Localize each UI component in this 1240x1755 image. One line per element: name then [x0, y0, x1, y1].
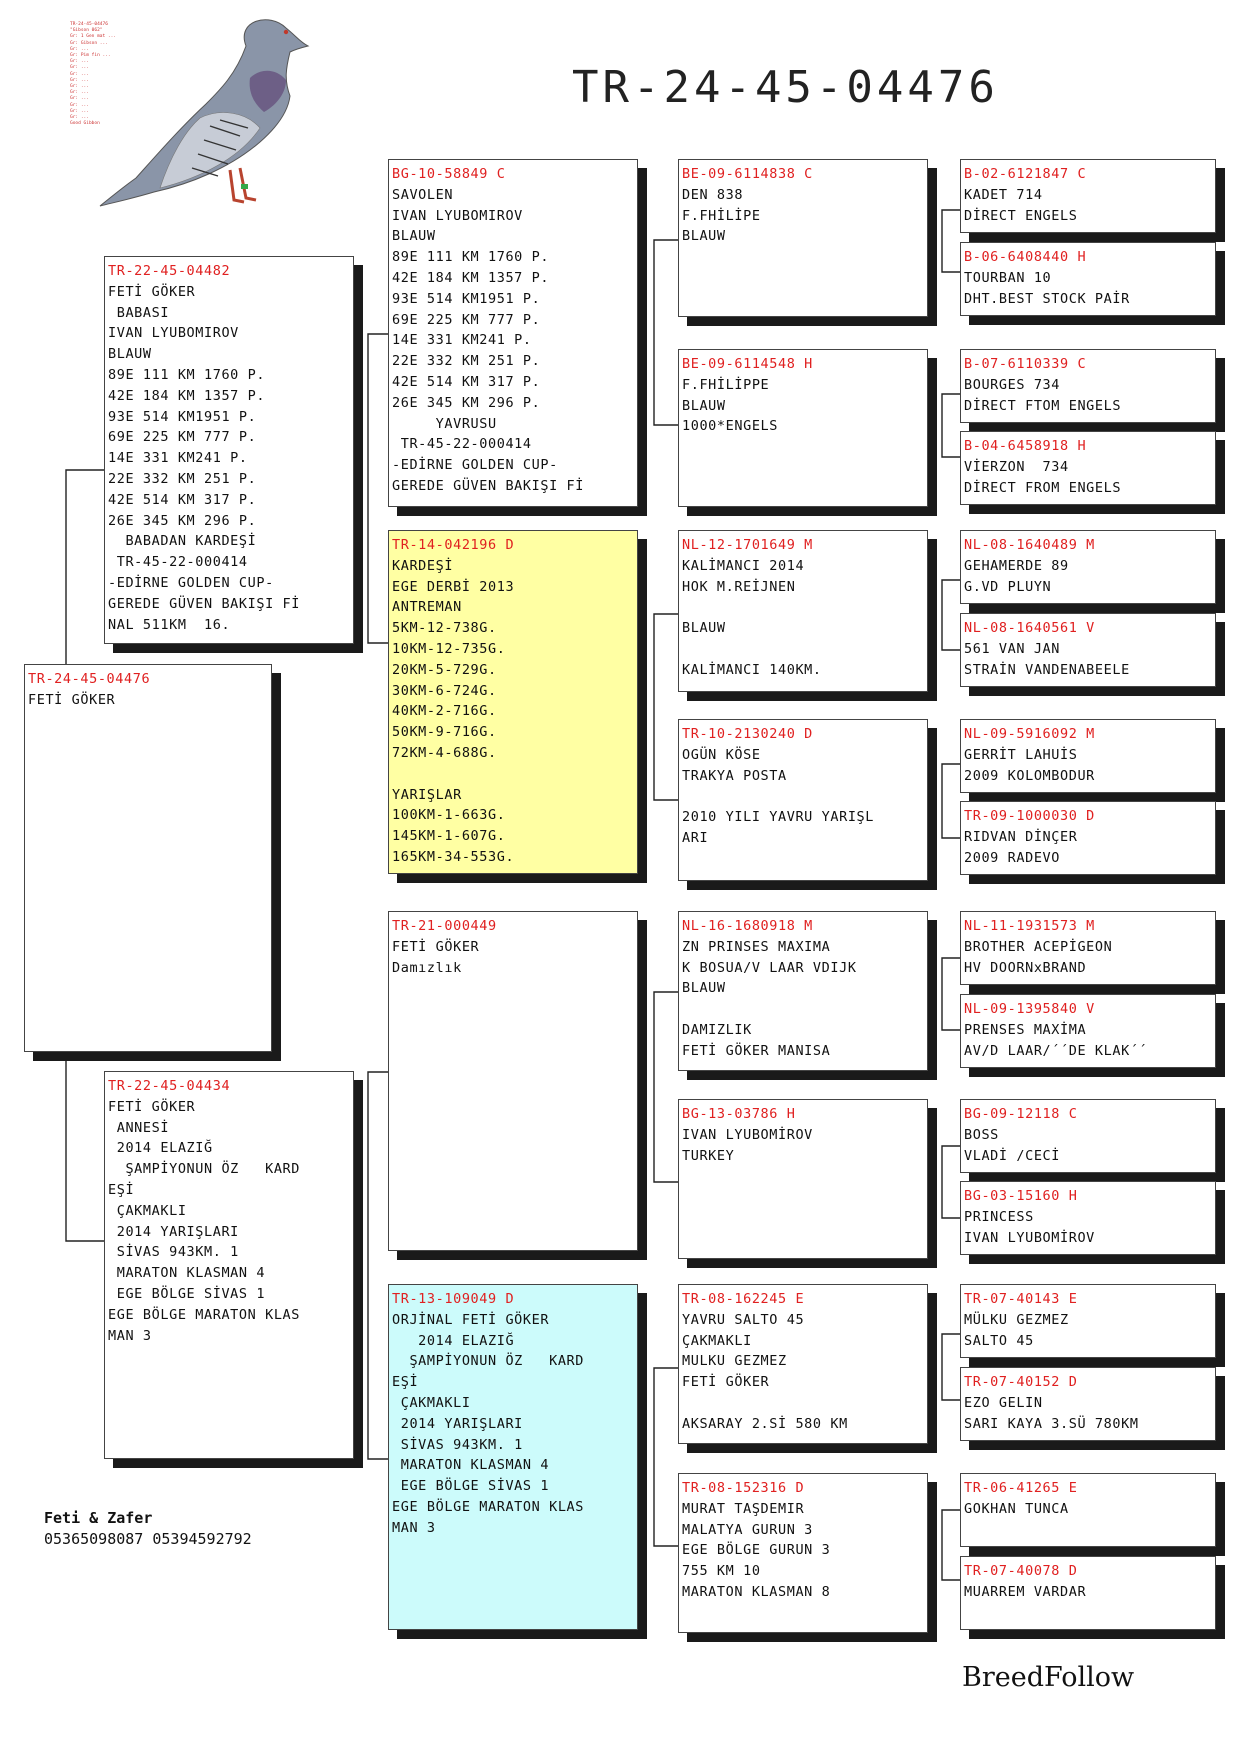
card-text-line: F.FHİLİPE: [682, 207, 761, 224]
pedigree-card-dsd: [678, 1099, 928, 1259]
photo-caption-line: Gr: ...: [70, 96, 89, 102]
pedigree-card-ssd: [678, 349, 928, 507]
card-text-line: TURKEY: [682, 1147, 735, 1164]
card-text-line: -EDİRNE GOLDEN CUP-: [392, 457, 558, 474]
card-text-line: FETİ GÖKER: [108, 283, 196, 300]
card-text-line: BROTHER ACEPİGEON: [964, 938, 1113, 955]
card-text-line: YARIŞLAR: [392, 786, 462, 803]
pedigree-card-g2: [960, 242, 1216, 316]
contact-info: [44, 1508, 252, 1550]
ring-number: BG-03-15160 H: [964, 1188, 1078, 1204]
card-text-line: 2014 ELAZIĞ: [108, 1140, 213, 1157]
pedigree-card-dss: [678, 911, 928, 1071]
card-text-line: STRAİN VANDENABEELE: [964, 661, 1130, 678]
photo-caption-line: Gr: ...: [70, 84, 89, 90]
card-text-line: ÇAKMAKLI: [108, 1202, 187, 1219]
ring-number: TR-07-40143 E: [964, 1291, 1078, 1307]
card-text-line: ORJİNAL FETİ GÖKER: [392, 1311, 550, 1328]
card-text-line: [392, 764, 634, 785]
card-text-line: TR-45-22-000414: [392, 436, 532, 453]
card-text-line: MARATON KLASMAN 4: [108, 1265, 266, 1282]
card-text-line: VLADİ /CECİ: [964, 1147, 1061, 1164]
card-text-line: SARI KAYA 3.SÜ 780KM: [964, 1415, 1139, 1432]
card-text-line: FETİ GÖKER MANISA: [682, 1042, 831, 1059]
pedigree-card-g4: [960, 431, 1216, 505]
ring-number: TR-10-2130240 D: [682, 726, 813, 742]
card-text-line: DAMIZLIK: [682, 1021, 752, 1038]
photo-caption-line: Gr: ...: [70, 71, 89, 77]
card-text-line: -EDİRNE GOLDEN CUP-: [108, 574, 274, 591]
card-text-line: EGE BÖLGE SİVAS 1: [108, 1285, 266, 1302]
card-text-line: GEREDE GÜVEN BAKIŞI Fİ: [108, 595, 301, 612]
card-text-line: GOKHAN TUNCA: [964, 1500, 1069, 1517]
card-text-line: ŞAMPİYONUN ÖZ KARD: [108, 1161, 301, 1178]
contact-phones: 05365098087 05394592792: [44, 1530, 252, 1548]
card-text-line: GEHAMERDE 89: [964, 557, 1069, 574]
card-text-line: BABASI: [108, 304, 170, 321]
ring-number: TR-22-45-04434: [108, 1078, 231, 1094]
card-text-line: 2014 YARIŞLARI: [108, 1223, 239, 1240]
card-text-line: IVAN LYUBOMİROV: [964, 1229, 1095, 1246]
ring-number: NL-16-1680918 M: [682, 918, 813, 934]
card-text-line: BLAUW: [682, 620, 726, 637]
card-text-line: G.VD PLUYN: [964, 578, 1052, 595]
card-text-line: 20KM-5-729G.: [392, 661, 497, 678]
card-text-line: [682, 999, 924, 1020]
card-text-line: ÇAKMAKLI: [682, 1332, 752, 1349]
card-text-line: 93E 514 KM1951 P.: [392, 290, 541, 307]
card-text-line: ANTREMAN: [392, 599, 462, 616]
card-text-line: DİRECT ENGELS: [964, 207, 1078, 224]
card-text-line: K BOSUA/V LAAR VDIJK: [682, 959, 857, 976]
card-text-line: HOK M.REİJNEN: [682, 578, 796, 595]
card-text-line: 755 KM 10: [682, 1563, 761, 1580]
card-text-line: KARDEŞİ: [392, 557, 454, 574]
card-text-line: EGE BÖLGE MARATON KLAS: [392, 1498, 585, 1515]
card-text-line: BLAUW: [682, 980, 726, 997]
card-text-line: 2014 ELAZIĞ: [392, 1332, 515, 1349]
ring-number: BE-09-6114548 H: [682, 356, 813, 372]
card-text-line: TR-45-22-000414: [108, 554, 248, 571]
card-text-line: EGE BÖLGE SİVAS 1: [392, 1478, 550, 1495]
card-text-line: GEREDE GÜVEN BAKIŞI Fİ: [392, 477, 585, 494]
card-text-line: BLAUW: [392, 228, 436, 245]
pedigree-card-g9: [960, 911, 1216, 985]
card-text-line: SAVOLEN: [392, 186, 454, 203]
ring-number: NL-09-1395840 V: [964, 1001, 1095, 1017]
card-text-line: RIDVAN DİNÇER: [964, 828, 1078, 845]
ring-number: BG-13-03786 H: [682, 1106, 796, 1122]
card-text-line: 42E 514 KM 317 P.: [108, 491, 257, 508]
pedigree-card-g13: [960, 1284, 1216, 1358]
ring-number: TR-13-109049 D: [392, 1291, 515, 1307]
card-text-line: IVAN LYUBOMIROV: [108, 325, 239, 342]
card-text-line: 72KM-4-688G.: [392, 744, 497, 761]
card-text-line: DHT.BEST STOCK PAİR: [964, 290, 1130, 307]
pedigree-card-g14: [960, 1367, 1216, 1441]
card-text-line: 42E 184 KM 1357 P.: [108, 387, 266, 404]
card-text-line: F.FHİLİPPE: [682, 376, 770, 393]
ring-number: B-02-6121847 C: [964, 166, 1087, 182]
card-text-line: FETİ GÖKER: [682, 1374, 770, 1391]
pedigree-card-g7: [960, 719, 1216, 793]
card-text-line: ÇAKMAKLI: [392, 1394, 471, 1411]
pedigree-card-sdd: [678, 719, 928, 881]
photo-caption-line: Gr: ...: [70, 65, 89, 71]
card-text-line: BLAUW: [682, 228, 726, 245]
pedigree-card-subject: [24, 664, 272, 1052]
card-text-line: SALTO 45: [964, 1332, 1034, 1349]
card-text-line: [682, 1393, 924, 1414]
card-text-line: 26E 345 KM 296 P.: [108, 512, 257, 529]
card-text-line: 22E 332 KM 251 P.: [108, 470, 257, 487]
ring-number: NL-08-1640561 V: [964, 620, 1095, 636]
card-text-line: FETİ GÖKER: [108, 1098, 196, 1115]
ring-number: NL-08-1640489 M: [964, 537, 1095, 553]
card-text-line: KALİMANCI 140KM.: [682, 661, 822, 678]
card-text-line: EGE BÖLGE MARATON KLAS: [108, 1306, 301, 1323]
card-text-line: EZO GELIN: [964, 1394, 1043, 1411]
card-text-line: TRAKYA POSTA: [682, 767, 787, 784]
photo-caption-line: Gr: ...: [70, 90, 89, 96]
card-text-line: MULKU GEZMEZ: [682, 1353, 787, 1370]
pedigree-card-dam: [104, 1071, 354, 1459]
card-text-line: DEN 838: [682, 186, 744, 203]
card-text-line: 100KM-1-663G.: [392, 807, 506, 824]
pedigree-card-g5: [960, 530, 1216, 604]
ring-number: TR-09-1000030 D: [964, 808, 1095, 824]
card-text-line: BLAUW: [682, 397, 726, 414]
ring-number: TR-21-000449: [392, 918, 497, 934]
pedigree-card-g8: [960, 801, 1216, 875]
pedigree-card-dds: [678, 1284, 928, 1444]
card-text-line: 30KM-6-724G.: [392, 682, 497, 699]
card-text-line: EŞİ: [392, 1374, 419, 1391]
card-text-line: [682, 597, 924, 618]
card-text-line: 89E 111 KM 1760 P.: [108, 366, 266, 383]
ring-number: BE-09-6114838 C: [682, 166, 813, 182]
card-text-line: AKSARAY 2.Sİ 580 KM: [682, 1415, 848, 1432]
ring-number: TR-22-45-04482: [108, 263, 231, 279]
card-text-line: MAN 3: [108, 1327, 152, 1344]
pedigree-card-sss: [678, 159, 928, 317]
card-text-line: ARI: [682, 829, 709, 846]
pedigree-card-g11: [960, 1099, 1216, 1173]
card-text-line: YAVRUSU: [392, 415, 497, 432]
card-text-line: SİVAS 943KM. 1: [108, 1244, 239, 1261]
card-text-line: 2009 KOLOMBODUR: [964, 767, 1095, 784]
card-text-line: PRINCESS: [964, 1208, 1034, 1225]
card-text-line: 40KM-2-716G.: [392, 703, 497, 720]
card-text-line: BLAUW: [108, 346, 152, 363]
card-text-line: DİRECT FTOM ENGELS: [964, 397, 1122, 414]
pedigree-card-g1: [960, 159, 1216, 233]
photo-caption-line: Gr: ...: [70, 102, 89, 108]
card-text-line: MAN 3: [392, 1519, 436, 1536]
photo-caption-line: Gr: ...: [70, 115, 89, 121]
photo-caption-line: Gr: ...: [70, 108, 89, 114]
card-text-line: 5KM-12-738G.: [392, 620, 497, 637]
card-text-line: 69E 225 KM 777 P.: [392, 311, 541, 328]
card-text-line: PRENSES MAXİMA: [964, 1021, 1087, 1038]
card-text-line: VİERZON 734: [964, 458, 1069, 475]
ring-number: TR-14-042196 D: [392, 537, 515, 553]
card-text-line: 89E 111 KM 1760 P.: [392, 249, 550, 266]
card-text-line: KADET 714: [964, 186, 1043, 203]
pedigree-card-g16: [960, 1556, 1216, 1630]
card-text-line: 10KM-12-735G.: [392, 640, 506, 657]
photo-caption-line: Good Gibbon: [70, 121, 100, 127]
ring-number: BG-09-12118 C: [964, 1106, 1078, 1122]
photo-caption-line: Gr: ...: [70, 59, 89, 65]
contact-name: Feti & Zafer: [44, 1509, 153, 1527]
card-text-line: DİRECT FROM ENGELS: [964, 479, 1122, 496]
pedigree-card-dd: [388, 1284, 638, 1630]
card-text-line: MURAT TAŞDEMIR: [682, 1500, 805, 1517]
card-text-line: Damızlık: [392, 959, 462, 976]
pedigree-card-sire: [104, 256, 354, 644]
card-text-line: 14E 331 KM241 P.: [392, 332, 532, 349]
pedigree-card-sds: [678, 530, 928, 692]
card-text-line: YAVRU SALTO 45: [682, 1311, 805, 1328]
pedigree-card-g10: [960, 994, 1216, 1068]
ring-number: TR-07-40078 D: [964, 1563, 1078, 1579]
card-text-line: 561 VAN JAN: [964, 640, 1061, 657]
card-text-line: SİVAS 943KM. 1: [392, 1436, 523, 1453]
ring-number: TR-24-45-04476: [28, 671, 151, 687]
card-text-line: 2014 YARIŞLARI: [392, 1415, 523, 1432]
pedigree-card-g15: [960, 1473, 1216, 1547]
photo-caption-line: Gr: 1 Gen mat ...: [70, 34, 117, 40]
card-text-line: 42E 184 KM 1357 P.: [392, 269, 550, 286]
card-text-line: MUARREM VARDAR: [964, 1583, 1087, 1600]
card-text-line: [682, 639, 924, 660]
photo-caption-line: Gr: ...: [70, 46, 89, 52]
photo-caption-line: "Gibson 062": [70, 28, 103, 34]
card-text-line: ŞAMPİYONUN ÖZ KARD: [392, 1353, 585, 1370]
card-text-line: EŞİ: [108, 1181, 135, 1198]
ring-number: B-04-6458918 H: [964, 438, 1087, 454]
card-text-line: 22E 332 KM 251 P.: [392, 353, 541, 370]
ring-number: TR-08-162245 E: [682, 1291, 805, 1307]
ring-number: B-07-6110339 C: [964, 356, 1087, 372]
card-text-line: 14E 331 KM241 P.: [108, 450, 248, 467]
card-text-line: 42E 514 KM 317 P.: [392, 373, 541, 390]
photo-caption-line: TR-24-45-04476: [70, 22, 108, 27]
pedigree-card-ds: [388, 911, 638, 1251]
ring-number: NL-12-1701649 M: [682, 537, 813, 553]
card-text-line: 26E 345 KM 296 P.: [392, 394, 541, 411]
card-text-line: ZN PRINSES MAXIMA: [682, 938, 831, 955]
photo-caption-line: Gr: ...: [70, 77, 89, 83]
card-text-line: 165KM-34-553G.: [392, 848, 515, 865]
card-text-line: [682, 786, 924, 807]
card-text-line: IVAN LYUBOMİROV: [682, 1126, 813, 1143]
pedigree-card-ss: [388, 159, 638, 507]
card-text-line: 50KM-9-716G.: [392, 724, 497, 741]
card-text-line: FETİ GÖKER: [392, 938, 480, 955]
pedigree-card-g12: [960, 1181, 1216, 1255]
ring-number: BG-10-58849 C: [392, 166, 506, 182]
card-text-line: 2009 RADEVO: [964, 849, 1061, 866]
ring-number: TR-07-40152 D: [964, 1374, 1078, 1390]
card-text-line: TOURBAN 10: [964, 269, 1052, 286]
card-text-line: MARATON KLASMAN 4: [392, 1457, 550, 1474]
pedigree-card-g6: [960, 613, 1216, 687]
card-text-line: IVAN LYUBOMIROV: [392, 207, 523, 224]
card-text-line: EGE DERBİ 2013: [392, 578, 515, 595]
card-text-line: MARATON KLASMAN 8: [682, 1583, 831, 1600]
card-text-line: BOSS: [964, 1126, 999, 1143]
card-text-line: FETİ GÖKER: [28, 691, 116, 708]
card-text-line: 1000*ENGELS: [682, 418, 779, 435]
card-text-line: MÜLKU GEZMEZ: [964, 1311, 1069, 1328]
photo-caption-line: Gr: Gibson ...: [70, 40, 108, 46]
card-text-line: EGE BÖLGE GURUN 3: [682, 1542, 831, 1559]
ring-number: B-06-6408440 H: [964, 249, 1087, 265]
card-text-line: AV/D LAAR/´´DE KLAK´´: [964, 1042, 1148, 1059]
card-text-line: BABADAN KARDEŞİ: [108, 533, 257, 550]
page-title: TR-24-45-04476: [572, 62, 999, 113]
pedigree-card-sd: [388, 530, 638, 874]
ring-number: TR-06-41265 E: [964, 1480, 1078, 1496]
card-text-line: 2010 YILI YAVRU YARIŞL: [682, 809, 875, 826]
card-text-line: BOURGES 734: [964, 376, 1061, 393]
card-text-line: NAL 511KM 16.: [108, 616, 231, 633]
card-text-line: GERRİT LAHUİS: [964, 746, 1078, 763]
ring-number: NL-11-1931573 M: [964, 918, 1095, 934]
card-text-line: MALATYA GURUN 3: [682, 1521, 813, 1538]
brand-logo: BreedFollow: [962, 1662, 1135, 1693]
ring-number: TR-08-152316 D: [682, 1480, 805, 1496]
ring-number: NL-09-5916092 M: [964, 726, 1095, 742]
card-text-line: OGÜN KÖSE: [682, 746, 761, 763]
card-text-line: 69E 225 KM 777 P.: [108, 429, 257, 446]
card-text-line: 93E 514 KM1951 P.: [108, 408, 257, 425]
card-text-line: 145KM-1-607G.: [392, 828, 506, 845]
pedigree-card-ddd: [678, 1473, 928, 1633]
card-text-line: HV DOORNxBRAND: [964, 959, 1087, 976]
card-text-line: ANNESİ: [108, 1119, 170, 1136]
pedigree-card-g3: [960, 349, 1216, 423]
photo-caption-line: Gr: Pim fin ...: [70, 53, 111, 59]
card-text-line: KALİMANCI 2014: [682, 557, 805, 574]
